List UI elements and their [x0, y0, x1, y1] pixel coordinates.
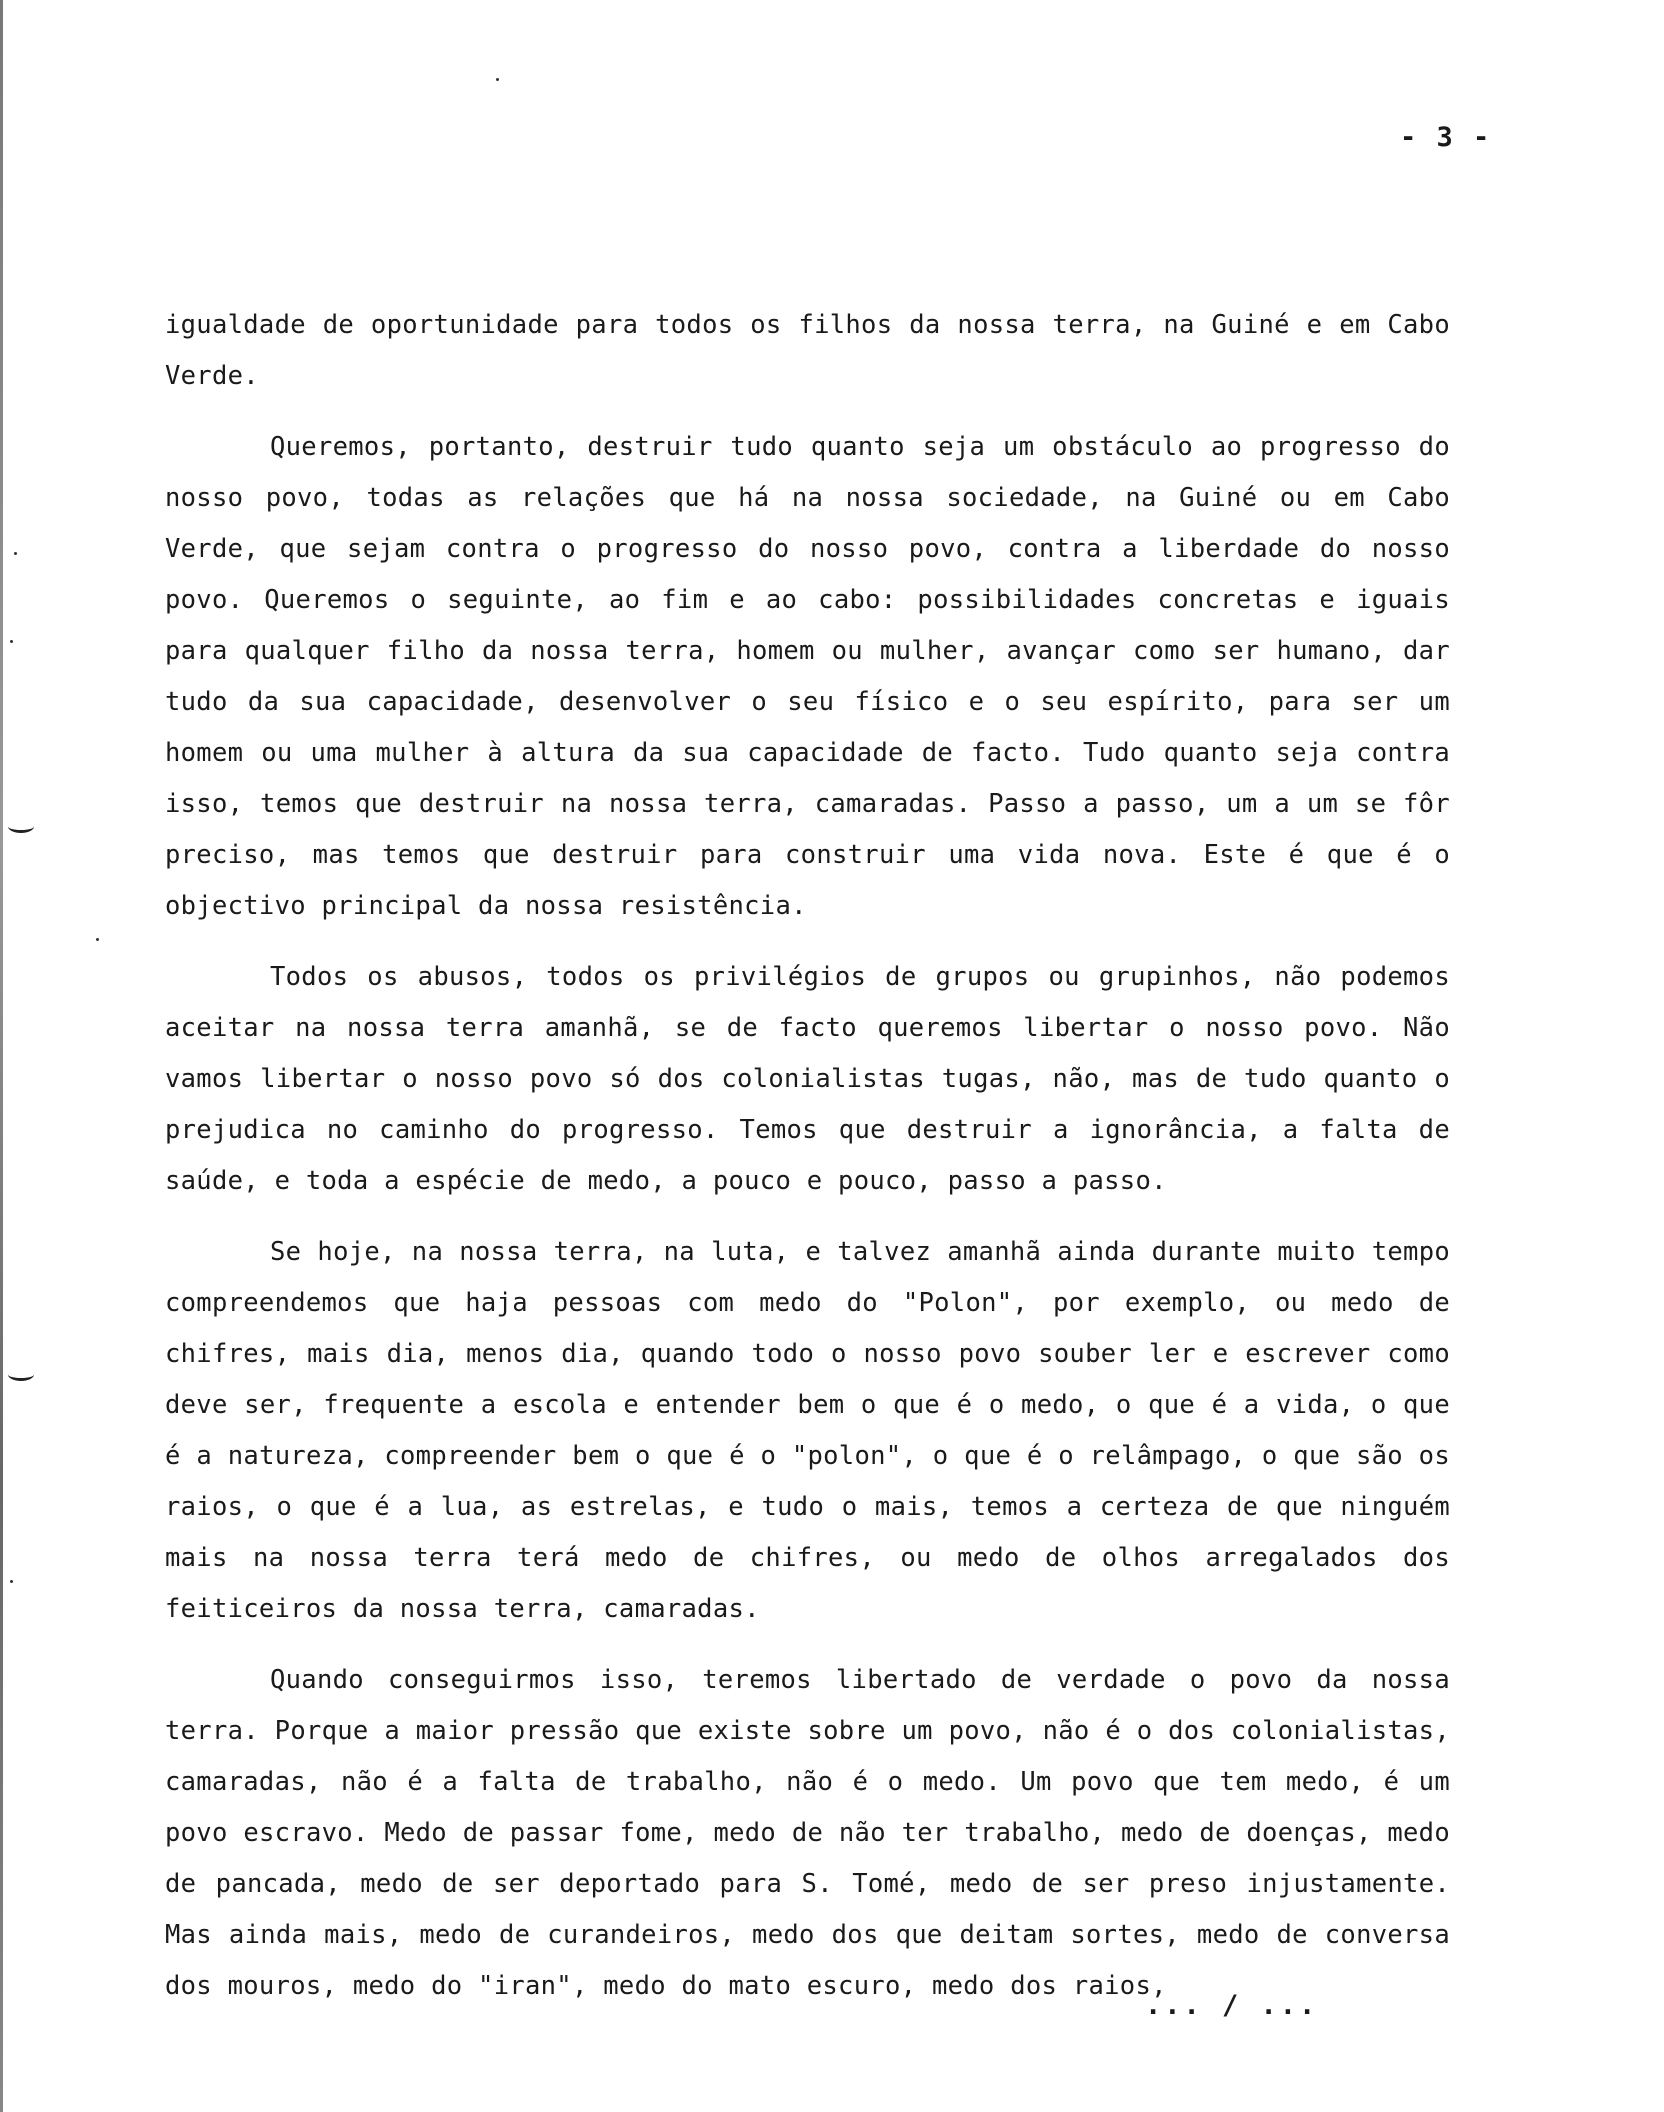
paragraph-2: Queremos, portanto, destruir tudo quanto seja um obstáculo ao progresso do nosso povo, todas as relações que há na nossa sociedade, na Guiné ou em Cabo Verde, que sejam contra o progresso do nosso povo, contra a liberdade do nosso povo. Queremos o seguinte, ao fim e ao cabo: possibilidades concretas e iguais para qualquer filho da nossa terra, homem ou mulher, avançar como ser humano, dar tudo da sua capacidade, desenvolver o seu físico e o seu espírito, para ser um homem ou uma mulher à altura da sua capacidade de facto. Tudo quanto seja contra isso, temos que destruir na nossa terra, camaradas. Passo a passo, um a um se fôr preciso, mas temos que destruir para construir uma vida nova. Este é que é o objectivo principal da nossa resistência.: [165, 432, 1450, 921]
paragraph-5: Quando conseguirmos isso, teremos libertado de verdade o povo da nossa terra. Porque a maior pressão que existe sobre um povo, não é o dos colonialistas, camaradas, não é a falta de trabalho, não é o medo. Um povo que tem medo, é um povo escravo. Medo de passar fome, medo de não ter trabalho, medo de doenças, medo de pancada, medo de ser deportado para S. Tomé, medo de ser preso injustamente. Mas ainda mais, medo de curandeiros, medo dos que deitam sortes, medo de conversa dos mouros, medo do "iran", medo do mato escuro, medo dos raios,: [165, 1665, 1450, 2001]
paragraph-4: Se hoje, na nossa terra, na luta, e talvez amanhã ainda durante muito tempo compreendemos que haja pessoas com medo do "Polon", por exemplo, ou medo de chifres, mais dia, menos dia, quando todo o nosso povo souber ler e escrever como deve ser, frequente a escola e entender bem o que é o medo, o que é a vida, o que é a natureza, compreender bem o que é o "polon", o que é o relâmpago, o que são os raios, o que é a lua, as estrelas, e tudo o mais, temos a certeza de que ninguém mais na nossa terra terá medo de chifres, ou medo de olhos arregalados dos feiticeiros da nossa terra, camaradas.: [165, 1237, 1450, 1624]
scan-speck: [96, 938, 99, 941]
margin-mark: [8, 820, 34, 833]
scan-edge: [0, 0, 3, 2112]
paragraph-1: igualdade de oportunidade para todos os filhos da nossa terra, na Guiné e em Cabo Verde.: [165, 310, 1450, 391]
page-number: - 3 -: [1400, 122, 1492, 153]
scan-speck: [10, 1580, 13, 1583]
scan-speck: [496, 78, 499, 81]
paragraph-3: Todos os abusos, todos os privilégios de grupos ou grupinhos, não podemos aceitar na nossa terra amanhã, se de facto queremos libertar o nosso povo. Não vamos libertar o nosso povo só dos colonialistas tugas, não, mas de tudo quanto o prejudica no caminho do progresso. Temos que destruir a ignorância, a falta de saúde, e toda a espécie de medo, a pouco e pouco, passo a passo.: [165, 962, 1450, 1196]
scan-speck: [10, 640, 13, 643]
continuation-mark: ... / ...: [1145, 1990, 1319, 2021]
body-text: [165, 300, 1450, 2012]
margin-mark: [8, 1368, 34, 1381]
scan-speck: [14, 552, 17, 555]
